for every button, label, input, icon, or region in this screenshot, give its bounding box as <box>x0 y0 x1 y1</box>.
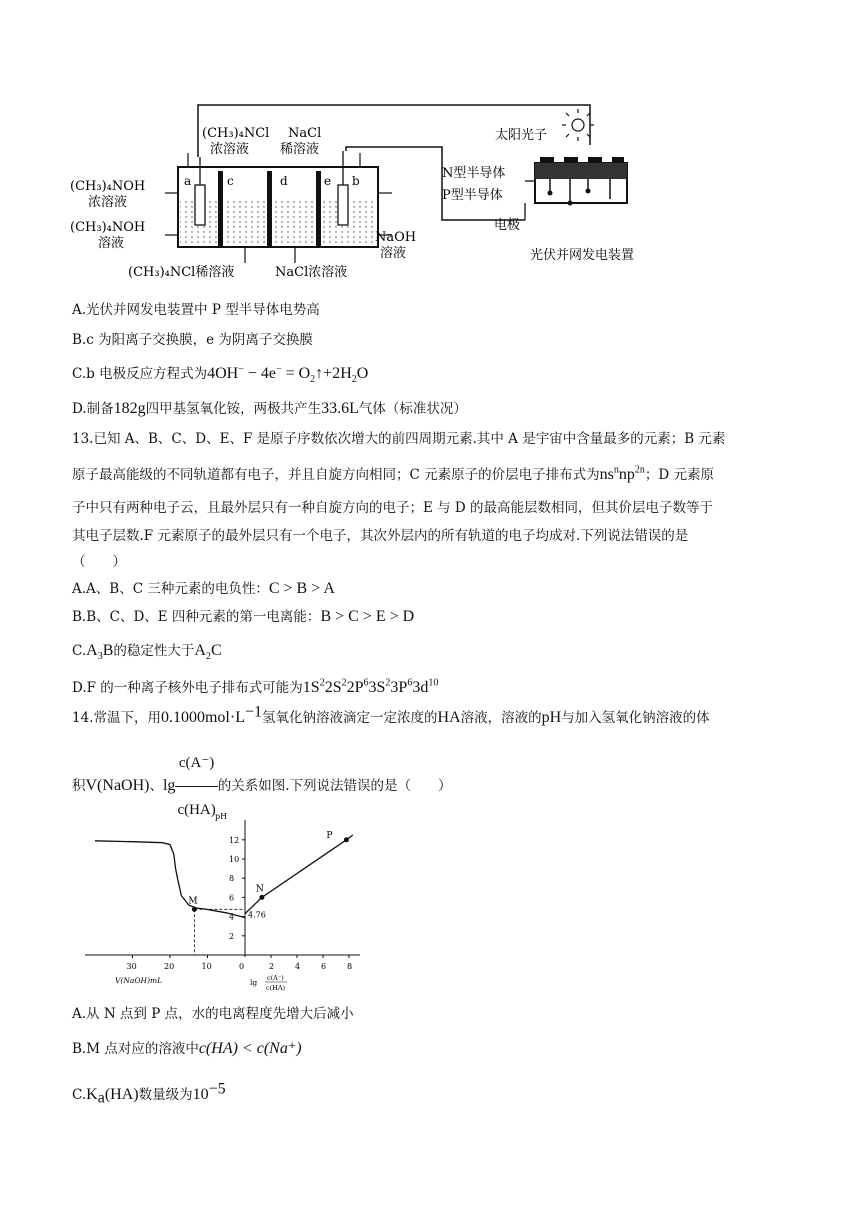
electrode-b-label: b <box>352 174 360 188</box>
q13-option-d: D.F 的一种离子核外电子排布式可能为$1S^22S^22P^63S^23P^63d^{10}$ <box>72 677 439 696</box>
zero-label: 0 <box>239 962 245 971</box>
x-axis-label-right-num: c(A⁻) <box>267 974 284 982</box>
q12-option-c: C.b 电极反应方程式为$4OH^- - 4e^- = O_2↑+2H_2O$ <box>72 363 369 386</box>
q13-line-1: 13.已知 A、B、C、D、E、F 是原子序数依次增大的前四周期元素.其中 A 是宇宙中含量最多的元素；B 元素 <box>72 431 726 447</box>
q14-option-b: B.M 点对应的溶液中c(HA) < c(Na⁺) <box>72 1040 302 1057</box>
point-P <box>344 837 349 842</box>
y-tick-label: 4 <box>229 912 235 922</box>
q12-option-b: B.c 为阳离子交换膜，e 为阴离子交换膜 <box>72 332 313 348</box>
x-axis-label-right-den: c(HA) <box>266 984 286 992</box>
q13-option-c: $C.A_3B$的稳定性大于$A_2C$ <box>72 642 222 663</box>
point-label-M: M <box>188 896 198 907</box>
q12-option-d: D.制备182g四甲基氢氧化铵，两极共产生33.6L气体（标准状况） <box>72 400 467 417</box>
electrolysis-figure <box>70 95 700 295</box>
q14-option-a: A.从 N 点到 P 点，水的电离程度先增大后减小 <box>72 1006 354 1022</box>
right-label: NaOH <box>375 230 417 245</box>
electrode-a-label: a <box>184 174 192 188</box>
sun-icon <box>562 109 594 141</box>
left-label-1: (CH₃)₄NOH <box>70 179 146 194</box>
top-label-1: (CH₃)₄NCl <box>202 126 270 141</box>
x-axis-label-right-lg: lg <box>250 978 258 987</box>
top-label-2: NaCl <box>288 126 322 141</box>
q13-line-2: 原子最高能级的不同轨道都有电子，并且自旋方向相同；C 元素原子的价层电子排布式为$ns^nnp^{2n}$；D 元素原 <box>72 464 714 483</box>
x-tick-label-right: 6 <box>321 962 327 971</box>
left-label-1b: 浓溶液 <box>88 195 128 210</box>
y-tick-label: 6 <box>229 893 235 903</box>
p-semiconductor-label: P型半导体 <box>442 188 503 203</box>
x-tick-label-left: 20 <box>164 962 175 971</box>
left-label-2: (CH₃)₄NOH <box>70 220 146 235</box>
x-tick-label-right: 2 <box>269 962 275 971</box>
ph-chart <box>85 805 375 1000</box>
annotation-476: 4.76 <box>248 910 266 920</box>
x-tick-label-left: 10 <box>201 962 212 971</box>
y-axis-label: pH <box>215 812 228 821</box>
y-tick-label: 2 <box>229 931 235 941</box>
y-tick-label: 12 <box>229 835 240 845</box>
bottom-label-2: NaCl浓溶液 <box>275 265 348 280</box>
y-tick-label: 8 <box>229 874 235 884</box>
n-semiconductor-label: N型半导体 <box>442 166 506 181</box>
point-M <box>192 907 197 912</box>
q12-option-a: A.光伏并网发电装置中 P 型半导体电势高 <box>72 302 320 318</box>
point-label-P: P <box>326 830 333 841</box>
q13-line-3: 子中只有两种电子云，且最外层只有一种自旋方向的电子；E 与 D 的最高能层数相同，但其价层电子数等于 <box>72 500 714 516</box>
q14-line-2: 积V(NaOH)、lg $\frac{c(A^-)}{c(HA)}$ 的关系如图.下列说法错误的是（ ） <box>72 740 452 833</box>
q14-option-c: $C.K_a(HA)$数量级为$10^{-5}$ <box>72 1080 226 1107</box>
device-caption: 光伏并网发电装置 <box>530 248 635 263</box>
lg-ratio-line <box>245 835 353 914</box>
x-tick-label-right: 8 <box>347 962 353 971</box>
x-tick-label-right: 4 <box>295 962 301 971</box>
y-tick-label: 10 <box>229 855 240 864</box>
electrode-label: 电极 <box>494 218 521 233</box>
membrane-c-label: c <box>227 174 234 188</box>
titration-curve <box>95 841 245 918</box>
bottom-label-1: (CH₃)₄NCl稀溶液 <box>128 265 235 280</box>
right-label-b: 溶液 <box>380 246 407 261</box>
point-label-N: N <box>255 884 264 895</box>
q13-line-5: （ ） <box>72 554 126 570</box>
x-axis-label-left: V(NaOH)mL <box>115 976 163 985</box>
q13-line-4: 其电子层数.F 元素原子的最外层只有一个电子，其次外层内的所有轨道的电子均成对.下列说法错误的是 <box>72 528 689 544</box>
membrane-d-label: d <box>280 174 288 188</box>
left-label-2b: 溶液 <box>98 236 125 251</box>
sun-label: 太阳光子 <box>495 128 548 143</box>
q13-option-b: B.B、C、D、E 四种元素的第一电离能：B > C > E > D <box>72 608 415 625</box>
q13-option-a: A.A、B、C 三种元素的电负性：C > B > A <box>72 580 335 597</box>
point-N <box>259 895 264 900</box>
top-label-2b: 稀溶液 <box>280 142 320 157</box>
top-label-1b: 浓溶液 <box>210 142 250 157</box>
membrane-e-label: e <box>324 174 332 188</box>
x-tick-label-left: 30 <box>126 962 137 971</box>
q14-line-1: 14.常温下，用$0.1000mol\cdot L^{-1}$氢氧化钠溶液滴定一定浓度的HA溶液，溶液的pH与加入氢氧化钠溶液的体 <box>72 703 710 726</box>
